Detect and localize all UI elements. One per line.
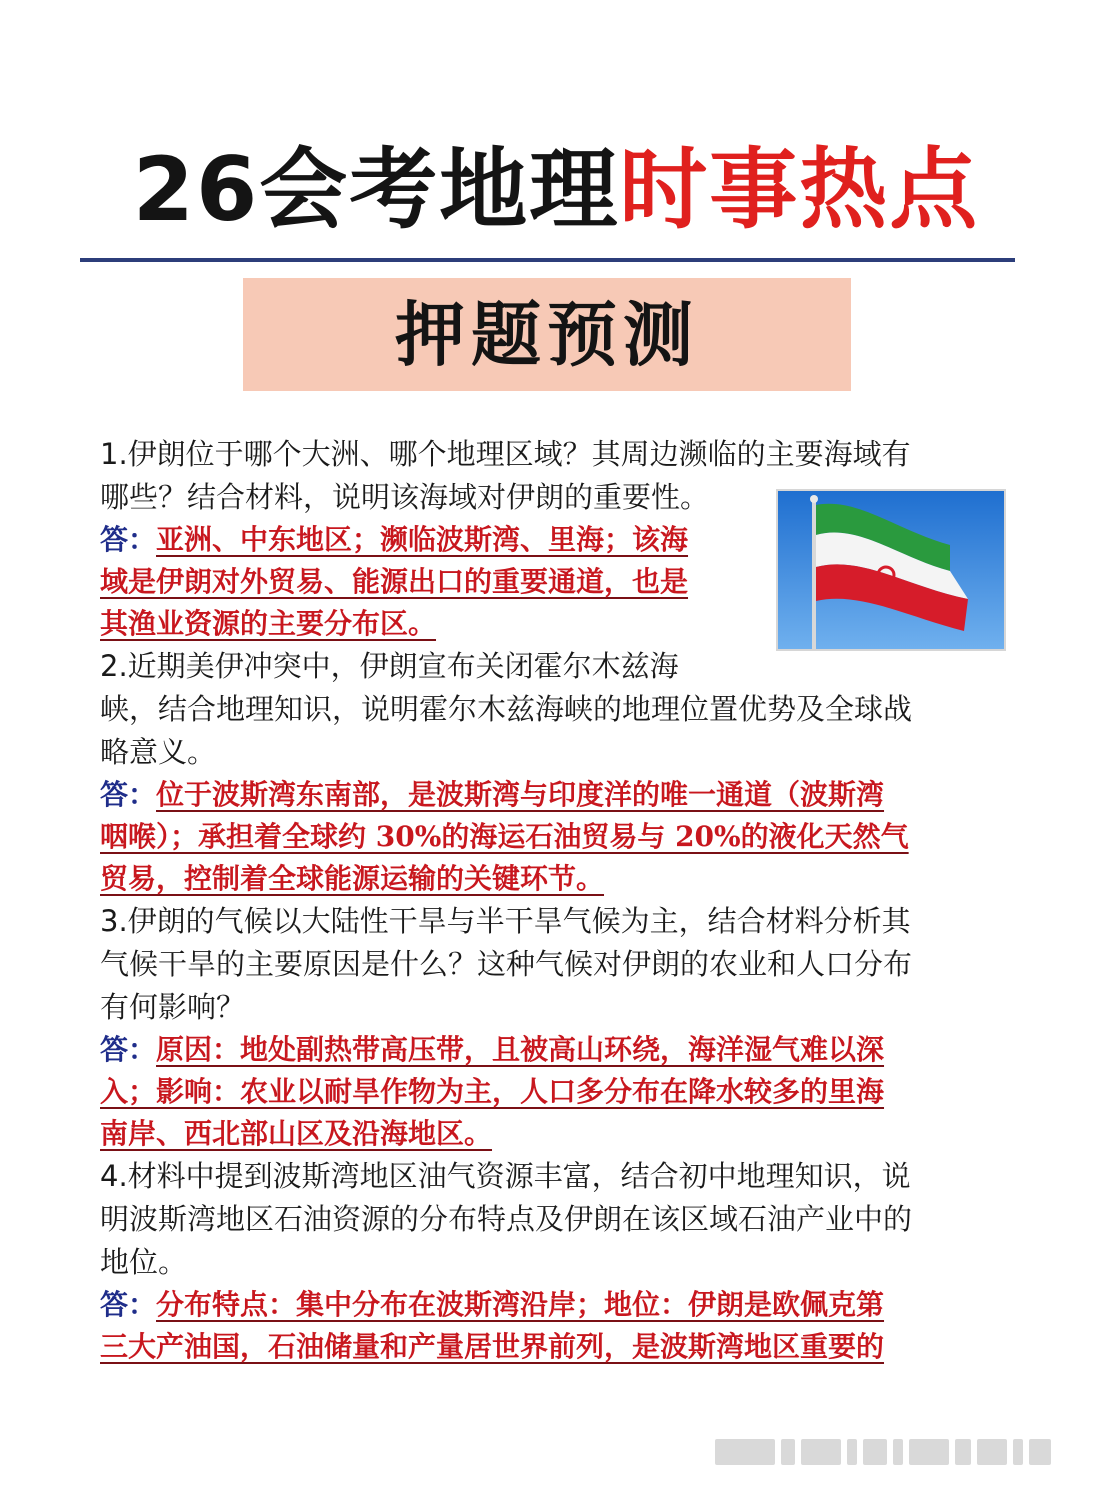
question-3: 3.伊朗的气候以大陆性干旱与半干旱气候为主，结合材料分析其 气候干旱的主要原因是什么？这种气候对伊朗的农业和人口分布 有何影响？: [100, 904, 913, 1024]
answer-label: 答：: [100, 1033, 157, 1066]
answer-label: 答：: [100, 1288, 157, 1321]
answer-2: [100, 774, 1000, 900]
answer-4: [100, 1284, 1000, 1368]
page-title: [0, 130, 1112, 250]
title-black-part: 26会考地理: [132, 138, 620, 241]
answer-label: 答：: [100, 523, 157, 556]
question-1: 1.伊朗位于哪个大洲、哪个地理区域？其周边濒临的主要海域有 哪些？结合材料，说明该海域对伊朗的重要性。: [100, 437, 911, 514]
answer-text: 原因：地处副热带高压带，且被高山环绕，海洋湿气难以深 入；影响：农业以耐旱作物为主，人口多分布在降水较多的里海 南岸、西北部山区及沿海地区。: [100, 1033, 885, 1150]
watermark: [715, 1436, 1087, 1468]
answer-label: 答：: [100, 778, 157, 811]
subtitle-banner: [243, 278, 851, 391]
answer-text: 分布特点：集中分布在波斯湾沿岸；地位：伊朗是欧佩克第 三大产油国，石油储量和产量居世界前列，是波斯湾地区重要的: [100, 1288, 885, 1363]
title-divider: [80, 258, 1015, 262]
question-4: 4.材料中提到波斯湾地区油气资源丰富，结合初中地理知识，说 明波斯湾地区石油资源的分布特点及伊朗在该区域石油产业中的 地位。: [100, 1159, 913, 1279]
answer-3: [100, 1029, 1000, 1155]
answer-text: 位于波斯湾东南部，是波斯湾与印度洋的唯一通道（波斯湾 咽喉）；承担着全球约 30%的海运石油贸易与 20%的液化天然气 贸易，控制着全球能源运输的关键环节。: [100, 778, 909, 895]
answer-1: [100, 519, 760, 645]
question-list: [100, 433, 1000, 1368]
title-red-part: 时事热点: [619, 138, 980, 241]
question-2: 2.近期美伊冲突中，伊朗宣布关闭霍尔木兹海 峡，结合地理知识，说明霍尔木兹海峡的地理位置优势及全球战 略意义。: [100, 649, 913, 769]
subtitle-text: 押题预测: [395, 293, 699, 376]
answer-text: 亚洲、中东地区；濒临波斯湾、里海；该海 域是伊朗对外贸易、能源出口的重要通道，也是 其渔业资源的主要分布区。: [100, 523, 689, 640]
